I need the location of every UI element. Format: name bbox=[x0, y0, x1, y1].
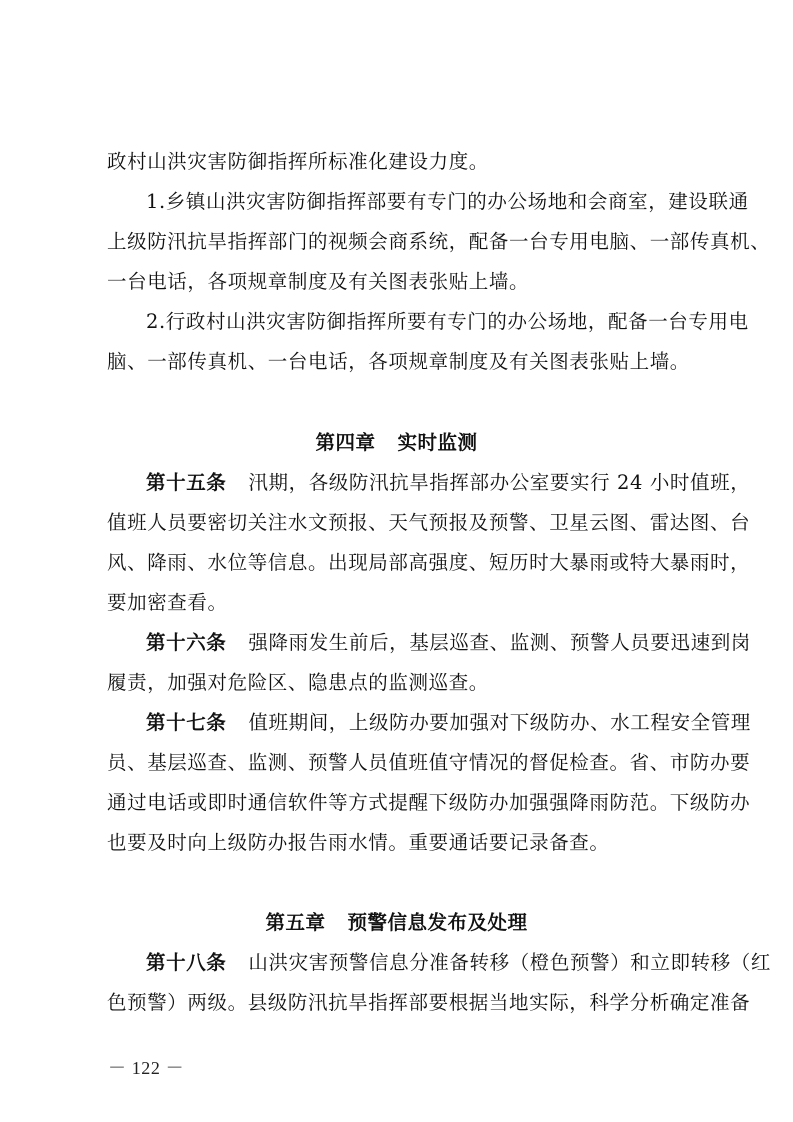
page-number: － 122 － bbox=[108, 1058, 185, 1078]
article-16-line bbox=[146, 627, 751, 655]
article-text: 值班期间，上级防办要加强对下级防办、水工程安全管理 bbox=[248, 711, 751, 734]
article-text: 汛期，各级防汛抗旱指挥部办公室要实行 24 小时值班， bbox=[248, 471, 751, 494]
article-label: 第十七条 bbox=[146, 711, 227, 734]
paragraph-1-line: 一台电话，各项规章制度及有关图表张贴上墙。 bbox=[107, 270, 530, 293]
article-text: 强降雨发生前后，基层巡查、监测、预警人员要迅速到岗 bbox=[248, 631, 751, 654]
paragraph-1-line: 上级防汛抗旱指挥部门的视频会商系统，配备一台专用电脑、一部传真机、 bbox=[107, 230, 771, 253]
chapter-4-heading bbox=[0, 427, 793, 455]
article-15-line: 要加密查看。 bbox=[107, 591, 228, 614]
article-18-line: 色预警）两级。县级防汛抗旱指挥部要根据当地实际，科学分析确定准备 bbox=[107, 991, 751, 1014]
article-17-line: 通过电话或即时通信软件等方式提醒下级防办加强强降雨防范。下级防办 bbox=[107, 791, 751, 814]
article-15-line bbox=[146, 467, 750, 495]
chapter-number: 第五章 bbox=[265, 911, 326, 934]
article-16-line: 履责，加强对危险区、隐患点的监测巡查。 bbox=[107, 671, 489, 694]
article-label: 第十五条 bbox=[146, 471, 227, 494]
chapter-5-heading bbox=[0, 907, 793, 935]
article-label: 第十八条 bbox=[146, 951, 227, 974]
article-text: 山洪灾害预警信息分准备转移（橙色预警）和立即转移（红 bbox=[248, 951, 772, 974]
intro-line: 政村山洪灾害防御指挥所标准化建设力度。 bbox=[107, 150, 489, 173]
paragraph-2-line: 2.行政村山洪灾害防御指挥所要有专门的办公场地，配备一台专用电 bbox=[146, 310, 749, 333]
article-label: 第十六条 bbox=[146, 631, 227, 654]
chapter-title: 预警信息发布及处理 bbox=[347, 911, 528, 934]
paragraph-2-line: 脑、一部传真机、一台电话，各项规章制度及有关图表张贴上墙。 bbox=[107, 350, 690, 373]
article-15-line: 值班人员要密切关注水文预报、天气预报及预警、卫星云图、雷达图、台 bbox=[107, 511, 751, 534]
article-17-line: 也要及时向上级防办报告雨水情。重要通话要记录备查。 bbox=[107, 831, 610, 854]
article-17-line bbox=[146, 707, 751, 735]
chapter-number: 第四章 bbox=[315, 431, 376, 454]
article-17-line: 员、基层巡查、监测、预警人员值班值守情况的督促检查。省、市防办要 bbox=[107, 751, 751, 774]
paragraph-1-line: 1.乡镇山洪灾害防御指挥部要有专门的办公场地和会商室，建设联通 bbox=[146, 190, 749, 213]
article-18-line bbox=[146, 947, 771, 975]
article-15-line: 风、降雨、水位等信息。出现局部高强度、短历时大暴雨或特大暴雨时， bbox=[107, 551, 751, 574]
chapter-title: 实时监测 bbox=[397, 431, 478, 454]
